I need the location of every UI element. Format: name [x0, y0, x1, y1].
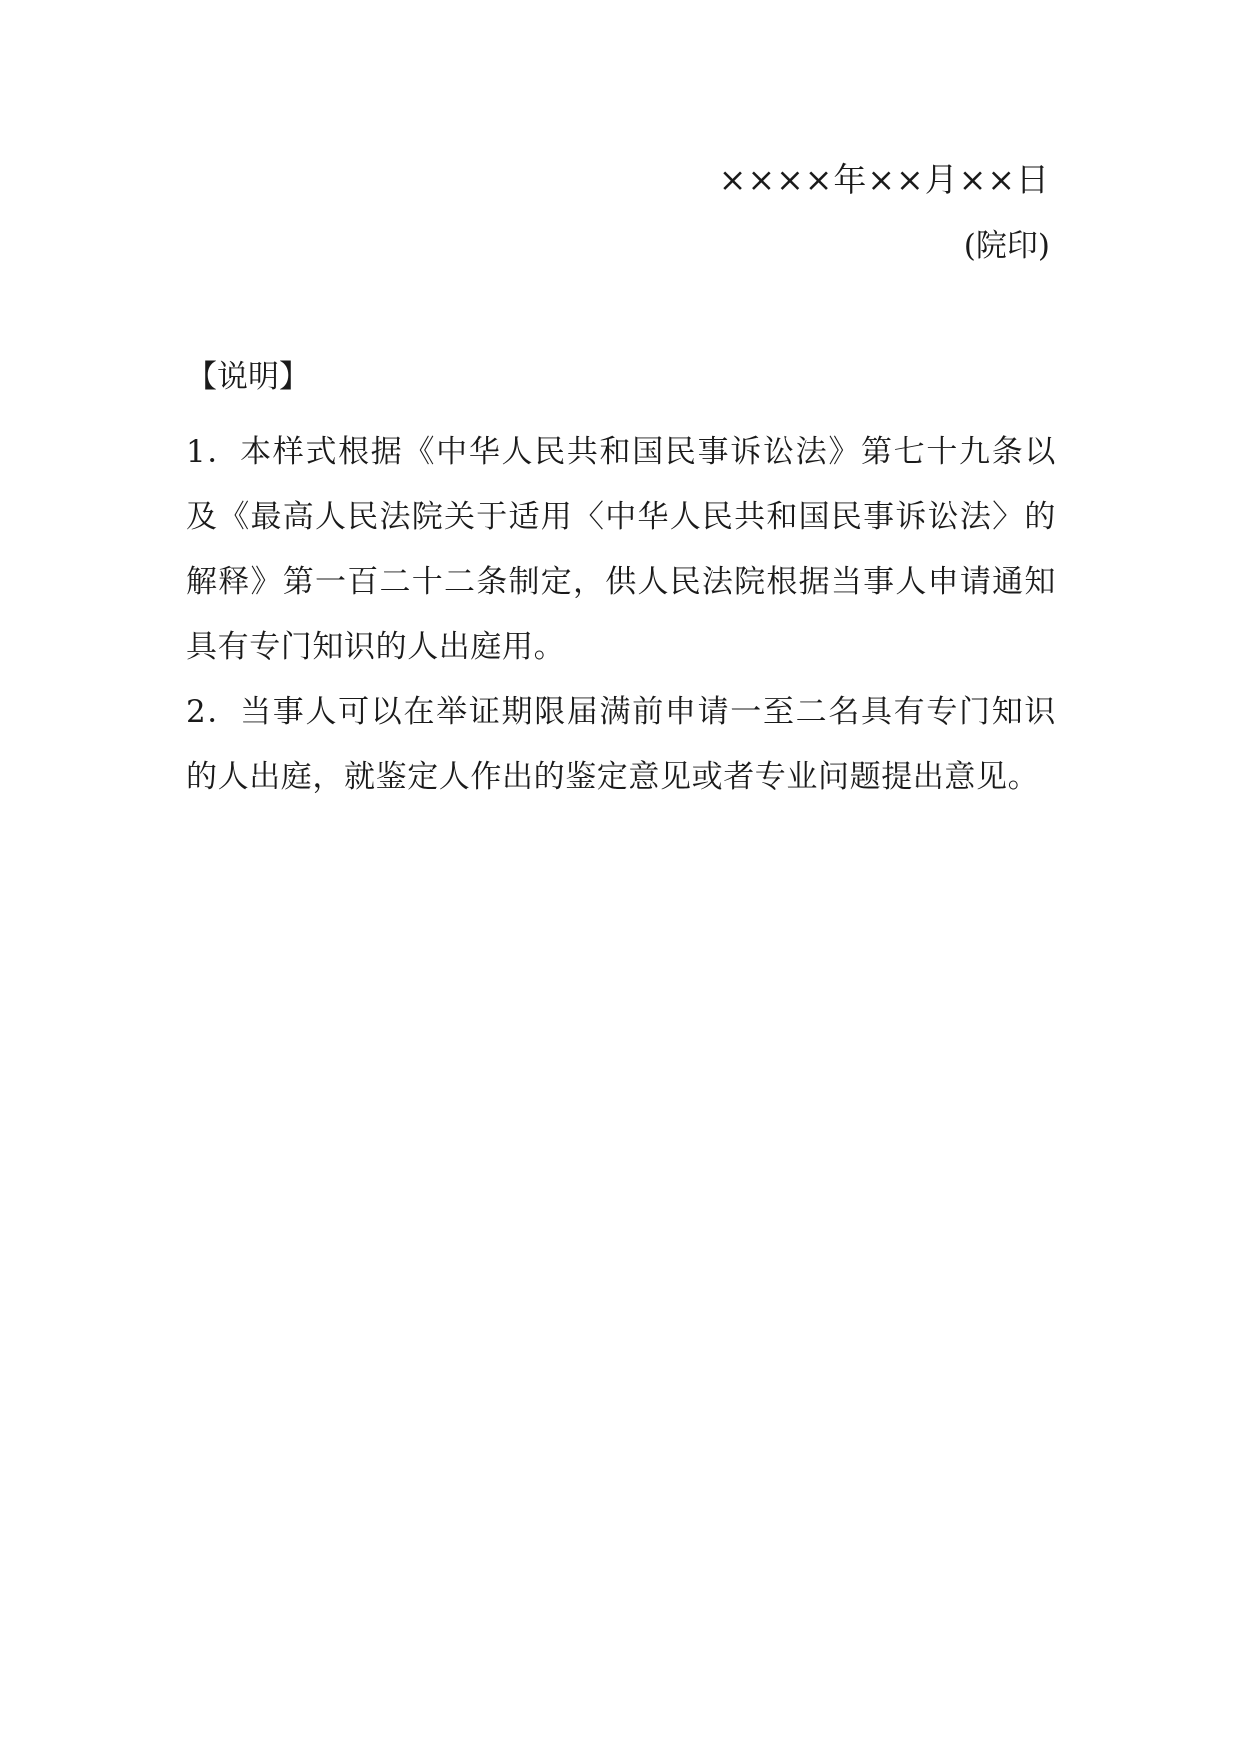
- document-date: ××××年××月××日: [718, 160, 1050, 199]
- note-item-1: 1．本样式根据《中华人民共和国民事诉讼法》第七十九条以及《最高人民法院关于适用〈中华人民共和国民事诉讼法〉的解释》第一百二十二条制定，供人民法院根据当事人申请通知具有专门知识的人出庭用。: [186, 434, 1056, 665]
- note-item-2: 2．当事人可以在举证期限届满前申请一至二名具有专门知识的人出庭，就鉴定人作出的鉴定意见或者专业问题提出意见。: [186, 694, 1056, 795]
- notes-section: [186, 355, 1056, 810]
- court-seal-label: (院印): [963, 228, 1050, 264]
- notes-heading: 【说明】: [186, 359, 310, 395]
